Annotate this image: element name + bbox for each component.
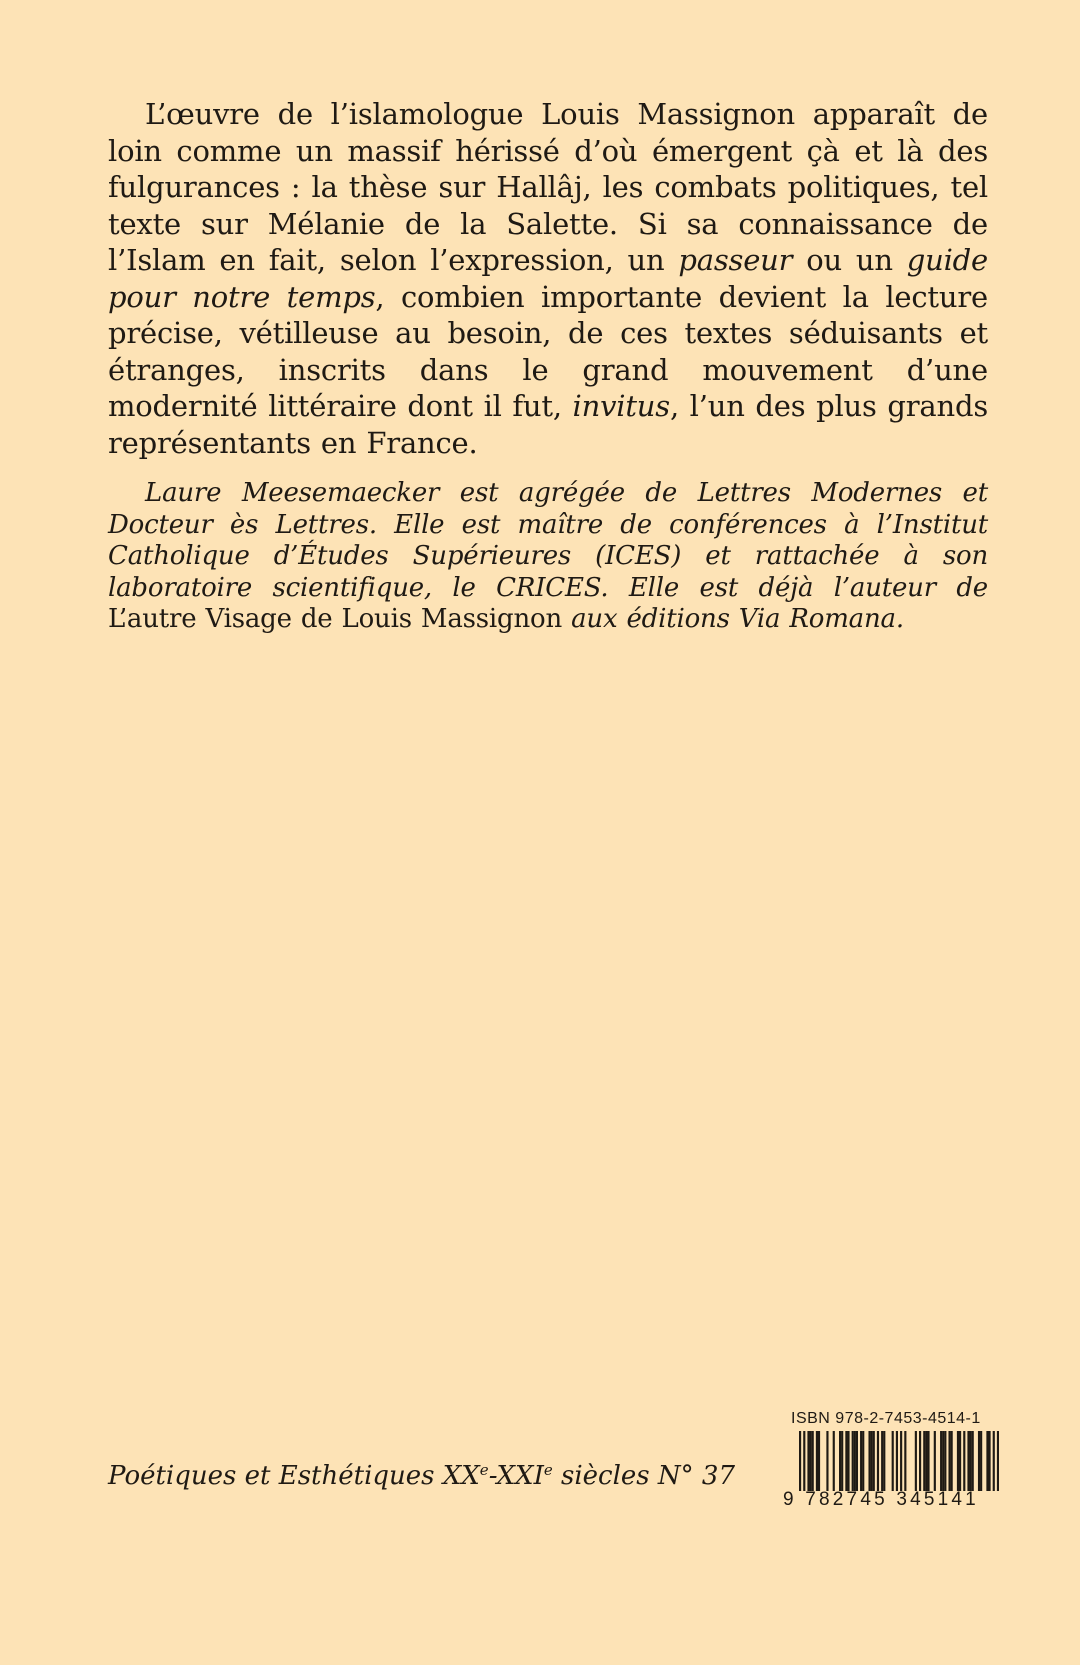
bio-text-part: aux éditions Via Romana. — [562, 604, 904, 634]
barcode-bar — [881, 1431, 883, 1491]
barcode-bar — [963, 1431, 965, 1491]
barcode-bar — [883, 1431, 885, 1491]
barcode-bar — [816, 1431, 818, 1491]
series-name: Poétiques et Esthétiques XX — [108, 1461, 480, 1491]
barcode-bar — [892, 1431, 894, 1491]
summary-text-part: ou un — [792, 243, 907, 277]
barcode-bar — [812, 1431, 814, 1491]
barcode-bar — [839, 1431, 841, 1491]
barcode-bar — [862, 1431, 864, 1491]
barcode-bar — [799, 1431, 801, 1491]
author-bio — [108, 478, 988, 636]
barcode-bar — [919, 1431, 921, 1491]
bio-book-title: L’autre Visage de Louis Massignon — [108, 604, 563, 634]
barcode-digits: 9 782745 345141 — [783, 1489, 979, 1510]
summary-text — [108, 96, 988, 461]
barcode-bar — [940, 1431, 942, 1491]
barcode-bar — [860, 1431, 862, 1491]
barcode-bar — [818, 1431, 820, 1491]
summary-paragraph — [108, 96, 988, 461]
barcode-bar — [925, 1431, 927, 1491]
isbn-block — [783, 1410, 1003, 1510]
barcode-bar — [807, 1431, 809, 1491]
barcode-bar — [852, 1431, 854, 1491]
barcode-bar — [873, 1431, 875, 1491]
barcode-bar — [854, 1431, 856, 1491]
barcode-bar — [900, 1431, 902, 1491]
barcode-bar — [847, 1431, 849, 1491]
barcode-bar — [967, 1431, 969, 1491]
summary-italic-passeur: passeur — [678, 243, 793, 277]
barcode-bar — [978, 1431, 980, 1491]
barcode-bar — [988, 1431, 990, 1491]
barcode-bar — [934, 1431, 936, 1491]
barcode-bar — [841, 1431, 843, 1491]
isbn-label: ISBN 978-2-7453-4514-1 — [791, 1410, 981, 1427]
summary-text-part: L’œuvre de l’islamologue Louis Massignon apparaît de loin comme un massif hérissé d’où émergent çà et là des fulgurances : la thèse sur Hallâj, les combats politiques, tel texte sur Mélanie de la Salette. Si sa connaissance de l’Islam en fait, selon l’expression, un — [108, 97, 988, 277]
barcode-bar — [959, 1431, 961, 1491]
barcode-bar — [833, 1431, 835, 1491]
bio-text-part: Laure Meesemaecker est agrégée de Lettres Modernes et Docteur ès Lettres. Elle est maître de conférences à l’Institut Catholique d’Études Supérieures (ICES) et rattachée à son laboratoire scientifique, le CRICES. Elle est déjà l’auteur de — [108, 478, 988, 603]
barcode-bar — [810, 1431, 812, 1491]
barcode-bar — [915, 1431, 917, 1491]
barcode-bar — [942, 1431, 944, 1491]
series-superscript: e — [543, 1461, 553, 1479]
barcode-bar — [877, 1431, 879, 1491]
barcode-bar — [871, 1431, 873, 1491]
summary-text-part: , combien importante devient la lecture précise, vétilleuse au besoin, de ces textes séduisants et étranges, inscrits dans le grand mouvement d’une modernité littéraire dont il fut, — [108, 279, 988, 423]
barcode-bar — [980, 1431, 982, 1491]
barcode-bar — [951, 1431, 953, 1491]
barcode-bar — [948, 1431, 950, 1491]
series-line — [108, 1461, 735, 1491]
barcode-bar — [997, 1431, 999, 1491]
barcode-bar — [845, 1431, 847, 1491]
barcode-image — [799, 1431, 999, 1491]
barcode-bar — [896, 1431, 898, 1491]
series-number: siècles N° 37 — [552, 1461, 736, 1491]
series-superscript: e — [479, 1461, 489, 1479]
barcode-bar — [927, 1431, 929, 1491]
barcode-bar — [923, 1431, 925, 1491]
barcode-bar — [803, 1431, 805, 1491]
barcode-bar — [826, 1431, 828, 1491]
summary-italic-invitus: invitus — [572, 389, 670, 423]
barcode-bar — [944, 1431, 946, 1491]
summary-text-part: , l’un des plus grands représentants en France. — [108, 389, 988, 460]
barcode-bar — [868, 1431, 870, 1491]
series-name: -XXI — [488, 1461, 544, 1491]
barcode-bar — [970, 1431, 972, 1491]
barcode-bar — [856, 1431, 858, 1491]
barcode-bar — [986, 1431, 988, 1491]
barcode-bar — [957, 1431, 959, 1491]
summary-italic-guide: guide pour notre temps — [108, 243, 988, 314]
barcode-bar — [904, 1431, 906, 1491]
barcode-bar — [993, 1431, 995, 1491]
bio-paragraph — [108, 478, 988, 636]
barcode-bar — [972, 1431, 974, 1491]
